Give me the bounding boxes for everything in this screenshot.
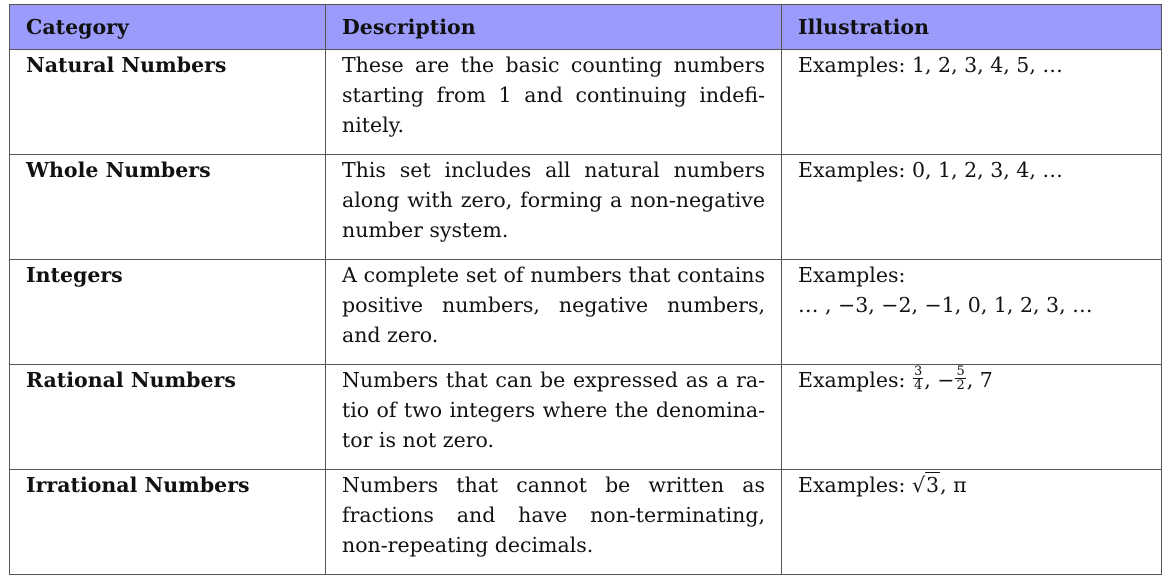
table-row <box>10 260 1162 365</box>
description-cell: A complete set of numbers that contains positive numbers, negative numbers, and zero. <box>326 260 782 365</box>
description-cell: Numbers that cannot be written as fractions and have non-terminating, non-repeating decimals. <box>326 470 782 575</box>
illustration-cell <box>782 260 1162 365</box>
category-cell: Natural Numbers <box>10 50 326 155</box>
examples-label: Examples: <box>798 473 906 497</box>
illustration-cell <box>782 50 1162 155</box>
header-row <box>10 5 1162 50</box>
category-cell: Rational Numbers <box>10 365 326 470</box>
examples-label: Examples: <box>798 158 906 182</box>
illustration-cell <box>782 470 1162 575</box>
description-cell: This set includes all natural numbers along with zero, forming a non-negative number system. <box>326 155 782 260</box>
examples-label: Examples: <box>798 368 906 392</box>
table-row <box>10 155 1162 260</box>
table-row <box>10 365 1162 470</box>
radical-sign-icon: √ <box>911 473 926 497</box>
examples-label: Examples: <box>798 53 906 77</box>
examples-value: … , −3, −2, −1, 0, 1, 2, 3, … <box>798 293 1093 317</box>
category-cell: Integers <box>10 260 326 365</box>
examples-label: Examples: <box>798 263 906 287</box>
header-category: Category <box>10 5 326 50</box>
fraction-three-quarters: $\frac{3}{4}$ <box>913 364 923 393</box>
number-categories-table <box>9 4 1162 575</box>
examples-value: $\frac{3}{4}$ , − $\frac{5}{2}$ , 7 <box>913 364 993 393</box>
examples-value: 0, 1, 2, 3, 4, … <box>911 158 1063 182</box>
header-illustration: Illustration <box>782 5 1162 50</box>
header-description: Description <box>326 5 782 50</box>
examples-value: √3, π <box>912 473 967 497</box>
illustration-cell <box>782 365 1162 470</box>
description-cell: These are the basic counting numbers starting from 1 and continuing indefinitely. <box>326 50 782 155</box>
table-row <box>10 470 1162 575</box>
fraction-five-halves: $\frac{5}{2}$ <box>956 364 965 393</box>
square-root-three: √3 <box>911 473 940 497</box>
category-cell: Irrational Numbers <box>10 470 326 575</box>
examples-value: 1, 2, 3, 4, 5, … <box>911 53 1063 77</box>
category-cell: Whole Numbers <box>10 155 326 260</box>
description-cell: Numbers that can be expressed as a ratio of two integers where the denominator is not zero. <box>326 365 782 470</box>
table-row <box>10 50 1162 155</box>
illustration-cell <box>782 155 1162 260</box>
